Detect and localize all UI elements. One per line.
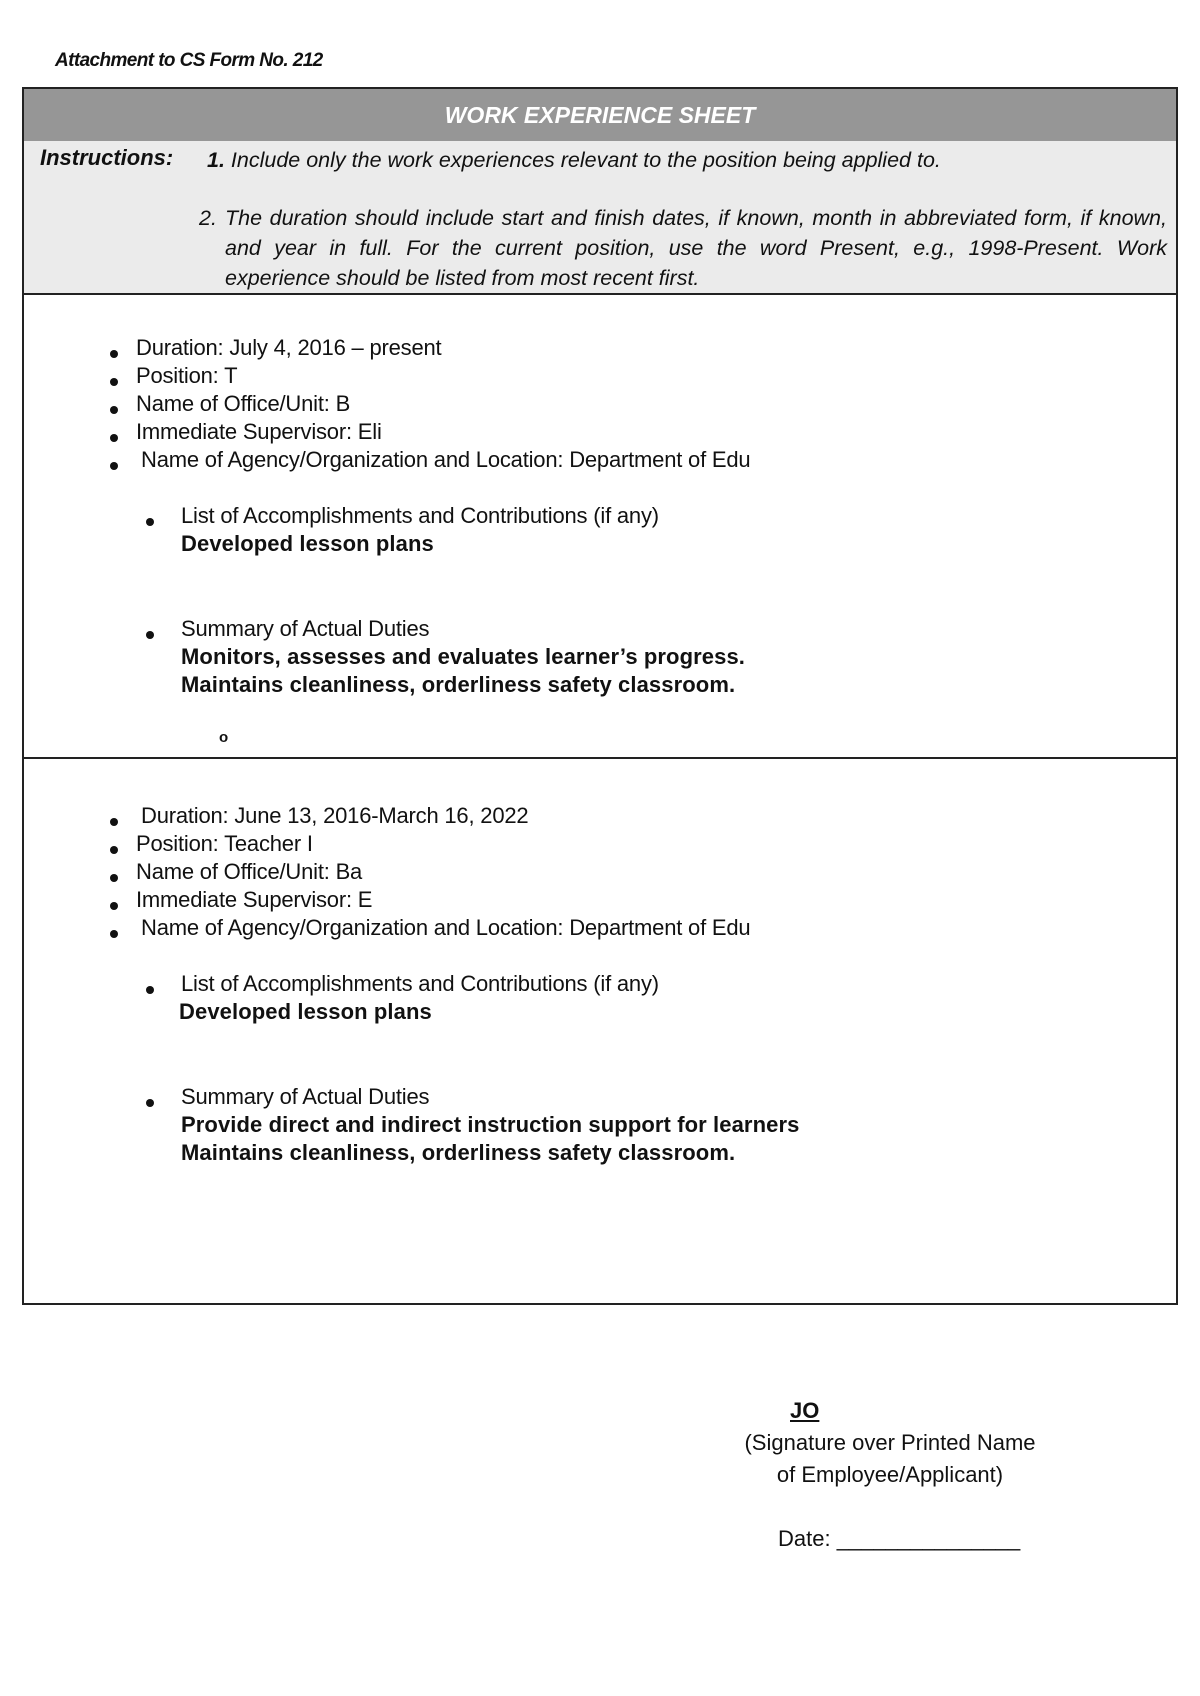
instructions-panel [24,141,1176,295]
duties-label: Summary of Actual Duties [181,616,430,641]
duration: Duration: June 13, 2016-March 16, 2022 [141,803,529,828]
signature-name: JO [790,1398,820,1423]
bullet-icon [146,986,154,994]
bullet-icon [110,434,118,442]
duty-item: Provide direct and indirect instruction support for learners [181,1112,800,1137]
agency-location: Name of Agency/Organization and Location: Department of Edu [141,447,751,472]
instruction-1 [207,145,941,175]
date-field: Date: _______________ [778,1526,1021,1551]
instructions-label: Instructions: [40,145,174,170]
sheet-title: WORK EXPERIENCE SHEET [24,89,1176,143]
instruction-text: Include only the work experiences relevant to the position being applied to. [230,148,941,172]
immediate-supervisor: Immediate Supervisor: E [136,887,373,912]
instruction-2 [199,203,1167,293]
work-experience-entry [24,293,1176,759]
duration: Duration: July 4, 2016 – present [136,335,442,360]
attachment-label: Attachment to CS Form No. 212 [55,50,323,71]
work-experience-entry [24,759,1176,1305]
sub-bullet-mark: o [219,729,229,746]
duty-item: Maintains cleanliness, orderliness safety classroom. [181,1140,736,1165]
bullet-icon [110,350,118,358]
instruction-number: 2. [199,206,217,230]
agency-location: Name of Agency/Organization and Location: Department of Edu [141,915,751,940]
instruction-text: The duration should include start and finish dates, if known, month in abbreviated form, if known, and year in full. For the current position, use the word Present, e.g., 1998-Present. Work experience should be listed from most recent first. [225,206,1167,290]
bullet-icon [110,818,118,826]
position: Position: Teacher I [136,831,313,856]
duty-item: Maintains cleanliness, orderliness safety classroom. [181,672,736,697]
duties-label: Summary of Actual Duties [181,1084,430,1109]
bullet-icon [110,462,118,470]
bullet-icon [110,930,118,938]
duty-item: Monitors, assesses and evaluates learner’s progress. [181,644,746,669]
work-experience-sheet [22,87,1178,1305]
office-unit: Name of Office/Unit: B [136,391,351,416]
instruction-number: 1. [207,148,225,172]
bullet-icon [110,406,118,414]
signature-caption: of Employee/Applicant) [776,1462,1004,1487]
accomplishments-label: List of Accomplishments and Contributions (if any) [181,503,659,528]
bullet-icon [110,378,118,386]
accomplishment-item: Developed lesson plans [179,999,432,1024]
bullet-icon [110,902,118,910]
accomplishment-item: Developed lesson plans [181,531,434,556]
immediate-supervisor: Immediate Supervisor: Eli [136,419,382,444]
accomplishments-label: List of Accomplishments and Contributions (if any) [181,971,659,996]
bullet-icon [110,846,118,854]
office-unit: Name of Office/Unit: Ba [136,859,363,884]
bullet-icon [146,1099,154,1107]
bullet-icon [146,631,154,639]
position: Position: T [136,363,238,388]
signature-caption: (Signature over Printed Name [744,1430,1036,1455]
bullet-icon [146,518,154,526]
bullet-icon [110,874,118,882]
